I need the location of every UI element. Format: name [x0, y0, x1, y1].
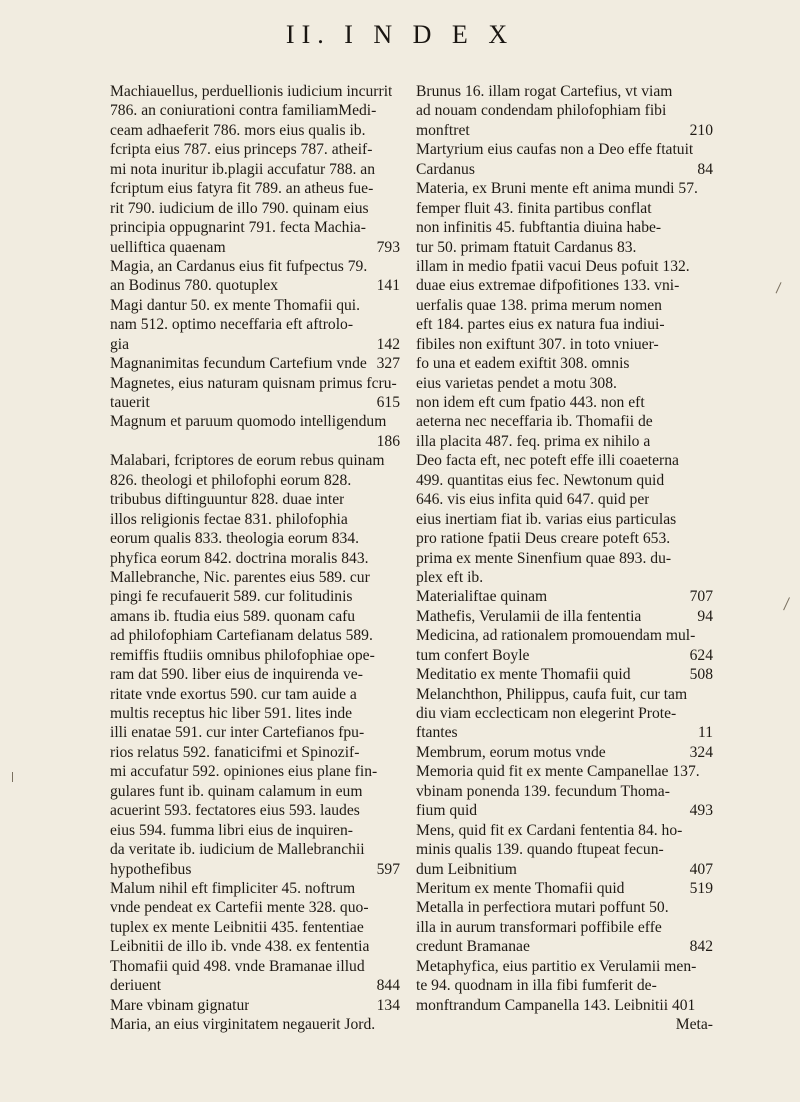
entry-text: Materialiftae quinam: [416, 588, 548, 606]
entry-text: duae eius extremae difpofitiones 133. vni-: [416, 277, 680, 295]
entry-text: Materia, ex Bruni mente eft anima mundi 57.: [416, 180, 698, 198]
entry-text: te 94. quodnam in illa fibi fumferit de-: [416, 977, 657, 995]
entry-text: 499. quantitas eius fec. Newtonum quid: [416, 471, 665, 489]
page-number: 707: [689, 588, 713, 606]
entry-text: Machiauellus, perduellionis iudicium incurrit: [110, 83, 393, 100]
entry-text: eft 184. partes eius ex natura fua indiui-: [416, 316, 665, 334]
entry-text: Malabari, fcriptores de eorum rebus quinam: [110, 452, 385, 470]
index-entry-line: [110, 704, 400, 723]
index-entry-line: [416, 587, 713, 606]
index-entry-line: [416, 101, 713, 120]
entry-text: 646. vis eius infita quid 647. quid per: [416, 491, 650, 509]
entry-text: Thomafii quid 498. vnde Bramanae illud: [110, 957, 365, 975]
index-entry-line: [416, 218, 713, 237]
entry-text: eius varietas pendet a motu 308.: [416, 374, 617, 392]
entry-text: mi nota inuritur ib.plagii accufatur 788. an: [110, 160, 376, 178]
index-entry-line: [110, 801, 400, 820]
index-entry-line: [416, 276, 713, 295]
index-entry-line: [110, 762, 400, 781]
entry-text: prima ex mente Sinenfium quae 893. du-: [416, 549, 672, 567]
index-entry-line: [416, 490, 713, 509]
index-entry-line: [110, 432, 400, 451]
entry-text: nam 512. optimo neceffaria eft aftrolo-: [110, 316, 354, 334]
index-entry-line: [416, 315, 713, 334]
page-number: 84: [697, 160, 713, 178]
page-number: 407: [689, 860, 713, 878]
index-entry-line: [416, 743, 713, 762]
entry-text: illa in aurum transformari poffibile effe: [416, 918, 662, 936]
page-number: 94: [697, 607, 713, 625]
index-entry-line: [110, 218, 400, 237]
index-entry-line: [110, 160, 400, 179]
index-entry-line: [110, 529, 400, 548]
margin-mark: [776, 282, 783, 294]
entry-text: ceam adhaeferit 786. mors eius qualis ib.: [110, 121, 366, 139]
entry-text: da veritate ib. iudicium de Mallebranchii: [110, 841, 365, 859]
index-entry-line: [110, 393, 400, 412]
index-entry-line: [110, 587, 400, 606]
entry-text: plex eft ib.: [416, 568, 484, 586]
index-entry-line: [110, 976, 400, 995]
entry-text: Brunus 16. illam rogat Cartefius, vt viam: [416, 83, 673, 100]
page-number: 844: [376, 977, 400, 995]
index-entry-line: [110, 568, 400, 587]
entry-text: Maria, an eius virginitatem negauerit Jord.: [110, 1016, 376, 1033]
entry-text: illos religionis fectae 831. philofophia: [110, 510, 348, 528]
entry-text: Magia, an Cardanus eius fit fufpectus 79.: [110, 257, 368, 275]
index-entry-line: [110, 996, 400, 1015]
entry-text: ftantes: [416, 724, 458, 742]
index-entry-line: [416, 879, 713, 898]
entry-text: multis receptus hic liber 591. lites inde: [110, 705, 353, 722]
index-entry-line: [110, 374, 400, 393]
entry-text: fium quid: [416, 802, 478, 820]
index-entry-line: [416, 451, 713, 470]
index-entry-line: [416, 412, 713, 431]
page-number: 324: [689, 743, 713, 761]
index-entry-line: [416, 996, 713, 1015]
entry-text: fibiles non exiftunt 307. in toto vniuer-: [416, 335, 659, 353]
index-entry-line: [416, 957, 713, 976]
index-entry-line: [110, 179, 400, 198]
index-entry-line: [110, 646, 400, 665]
entry-text: Membrum, eorum motus vnde: [416, 743, 606, 761]
index-entry-line: [110, 296, 400, 315]
entry-text: aeterna nec neceffaria ib. Thomafii de: [416, 413, 653, 431]
entry-text: Medicina, ad rationalem promouendam mul-: [416, 627, 696, 645]
index-entry-line: [110, 898, 400, 917]
index-entry-line: [110, 685, 400, 704]
entry-text: vnde pendeat ex Cartefii mente 328. quo-: [110, 899, 369, 917]
entry-text: uelliftica quaenam: [110, 238, 226, 256]
index-entry-line: [416, 646, 713, 665]
index-entry-line: [110, 490, 400, 509]
entry-text: rios relatus 592. fanaticifmi et Spinozif-: [110, 743, 360, 761]
entry-text: pro ratione fpatii Deus creare poteft 653.: [416, 530, 671, 548]
index-entry-line: [110, 665, 400, 684]
entry-text: illi enatae 591. cur inter Cartefianos fpu-: [110, 724, 365, 742]
index-entry-line: [416, 782, 713, 801]
index-entry-line: [416, 723, 713, 742]
entry-text: uerfalis quae 138. prima merum nomen: [416, 296, 662, 314]
page-number: 186: [376, 432, 400, 450]
entry-text: illa placita 487. feq. prima ex nihilo a: [416, 432, 651, 450]
index-entry-line: [110, 957, 400, 976]
index-entry-line: [416, 393, 713, 412]
entry-text: monftret: [416, 121, 470, 139]
page-number: 142: [376, 335, 400, 353]
index-entry-line: [416, 840, 713, 859]
entry-text: illam in medio fpatii vacui Deus pofuit 132.: [416, 257, 690, 275]
entry-text: dum Leibnitium: [416, 860, 517, 878]
page-number: 11: [697, 724, 713, 742]
index-entry-line: [110, 723, 400, 742]
index-entry-line: [416, 821, 713, 840]
entry-text: eorum qualis 833. theologia eorum 834.: [110, 530, 360, 548]
entry-text: principia oppugnarint 791. fecta Machia-: [110, 219, 366, 237]
page-number: 141: [376, 277, 400, 295]
entry-text: Metaphyfica, eius partitio ex Verulamii men-: [416, 957, 697, 975]
index-entry-line: [416, 918, 713, 937]
page-number: 793: [376, 238, 400, 256]
entry-text: non idem eft cum fpatio 443. non eft: [416, 394, 645, 411]
entry-text: Magnum et paruum quomodo intelligendum: [110, 413, 387, 431]
page-number: 493: [689, 802, 713, 820]
page-number: 210: [689, 121, 713, 139]
entry-text: minis qualis 139. quando ftupeat fecun-: [416, 841, 664, 859]
index-entry-line: [416, 179, 713, 198]
index-entry-line: [416, 801, 713, 820]
index-entry-line: [416, 685, 713, 704]
entry-text: remiffis ftudiis omnibus philofophiae ope-: [110, 646, 375, 664]
index-entry-line: [416, 296, 713, 315]
entry-text: tuplex ex mente Leibnitii 435. fententiae: [110, 918, 364, 936]
index-entry-line: [110, 238, 400, 257]
entry-text: eius inertiam fiat ib. varias eius particulas: [416, 510, 677, 528]
index-entry-line: [110, 335, 400, 354]
page-number: 842: [689, 938, 713, 956]
entry-text: fcriptum eius fatyra fit 789. an atheus fue-: [110, 180, 374, 198]
entry-text: fcripta eius 787. eius princeps 787. atheif-: [110, 141, 373, 159]
index-entry-line: [416, 549, 713, 568]
index-entry-line: [110, 821, 400, 840]
index-entry-line: [416, 529, 713, 548]
entry-text: Mathefis, Verulamii de illa fententia: [416, 607, 642, 625]
margin-mark: [783, 597, 791, 611]
entry-text: non infinitis 45. fubftantia diuina habe-: [416, 219, 662, 237]
index-entry-line: [416, 140, 713, 159]
entry-text: tum confert Boyle: [416, 646, 530, 664]
index-entry-line: [110, 743, 400, 762]
entry-text: credunt Bramanae: [416, 938, 530, 956]
page-number: 624: [689, 646, 713, 664]
page-number: 134: [376, 996, 400, 1014]
page-number: 615: [376, 394, 400, 411]
index-entry-line: [110, 840, 400, 859]
entry-text: an Bodinus 780. quotuplex: [110, 277, 279, 295]
index-entry-line: [110, 315, 400, 334]
page-number: 597: [376, 860, 400, 878]
index-entry-line: [416, 510, 713, 529]
index-entry-line: [416, 121, 713, 140]
index-entry-line: [110, 121, 400, 140]
entry-text: deriuent: [110, 977, 162, 995]
entry-text: Martyrium eius caufas non a Deo effe ftatuit: [416, 141, 694, 159]
index-entry-line: [110, 471, 400, 490]
index-entry-line: [110, 82, 400, 101]
index-entry-line: [416, 432, 713, 451]
entry-text: Leibnitii de illo ib. vnde 438. ex fententia: [110, 938, 370, 956]
index-entry-line: [416, 568, 713, 587]
entry-text: mi accufatur 592. opiniones eius plane fin-: [110, 763, 378, 781]
index-entry-line: [110, 510, 400, 529]
index-entry-line: [416, 860, 713, 879]
entry-text: hypothefibus: [110, 860, 192, 878]
index-entry-line: [416, 704, 713, 723]
entry-text: eius 594. fumma libri eius de inquiren-: [110, 821, 353, 839]
entry-text: ad philofophiam Cartefianam delatus 589.: [110, 627, 373, 645]
entry-text: Melanchthon, Philippus, caufa fuit, cur tam: [416, 685, 688, 703]
index-entry-line: [110, 451, 400, 470]
entry-text: tur 50. primam ftatuit Cardanus 83.: [416, 238, 637, 256]
entry-text: femper fluit 43. finita partibus conflat: [416, 199, 652, 217]
entry-text: ram dat 590. liber eius de inquirenda ve-: [110, 666, 363, 684]
entry-text: Metalla in perfectiora mutari poffunt 50.: [416, 899, 669, 917]
entry-text: vbinam ponenda 139. fecundum Thoma-: [416, 782, 670, 800]
index-entry-line: [110, 199, 400, 218]
index-entry-line: [416, 374, 713, 393]
page-number: 508: [689, 666, 713, 684]
index-entry-line: [416, 82, 713, 101]
entry-text: Magnanimitas fecundum Cartefium vnde: [110, 355, 367, 373]
entry-text: gia: [110, 335, 130, 353]
entry-text: Mens, quid fit ex Cardani fententia 84. ho-: [416, 821, 683, 839]
index-column-left: [110, 82, 400, 1034]
index-entry-line: [110, 879, 400, 898]
entry-text: tauerit: [110, 394, 150, 411]
index-entry-line: [110, 354, 400, 373]
entry-text: 786. an coniurationi contra familiamMedi-: [110, 102, 377, 120]
index-entry-line: [110, 937, 400, 956]
index-entry-line: [416, 199, 713, 218]
index-entry-line: [416, 626, 713, 645]
entry-text: acuerint 593. fectatores eius 593. laudes: [110, 802, 360, 820]
index-entry-line: [110, 412, 400, 431]
index-entry-line: [416, 160, 713, 179]
index-entry-line: [416, 607, 713, 626]
index-entry-line: [110, 626, 400, 645]
index-entry-line: [416, 762, 713, 781]
index-entry-line: [110, 1015, 400, 1034]
index-entry-line: [416, 898, 713, 917]
index-entry-line: [110, 101, 400, 120]
page-number: 519: [689, 879, 713, 897]
index-entry-line: [110, 257, 400, 276]
index-entry-line: [416, 335, 713, 354]
entry-text: gulares funt ib. quinam calamum in eum: [110, 782, 363, 800]
entry-text: fo una et eadem exiftit 308. omnis: [416, 355, 630, 373]
index-entry-line: [110, 140, 400, 159]
entry-text: monftrandum Campanella 143. Leibnitii 401: [416, 996, 696, 1014]
index-entry-line: [416, 665, 713, 684]
entry-text: Malum nihil eft fimpliciter 45. noftrum: [110, 879, 356, 897]
entry-text: diu viam ecclecticam non elegerint Prote-: [416, 705, 677, 722]
index-column-right: [416, 82, 713, 1034]
page-number: Meta-: [675, 1016, 713, 1033]
index-entry-line: [110, 782, 400, 801]
index-entry-line: [110, 607, 400, 626]
entry-text: 826. theologi et philofophi eorum 828.: [110, 471, 352, 489]
page-number: 327: [376, 355, 400, 373]
index-entry-line: [110, 918, 400, 937]
index-entry-line: [416, 354, 713, 373]
entry-text: amans ib. ftudia eius 589. quonam cafu: [110, 607, 356, 625]
index-entry-line: [110, 549, 400, 568]
entry-text: Meritum ex mente Thomafii quid: [416, 879, 625, 897]
entry-text: ad nouam condendam philofophiam fibi: [416, 102, 667, 120]
entry-text: Mare vbinam gignatur: [110, 996, 250, 1014]
entry-text: rit 790. iudicium de illo 790. quinam eius: [110, 199, 369, 217]
page-header: [0, 20, 800, 50]
entry-text: phyfica eorum 842. doctrina moralis 843.: [110, 549, 369, 567]
margin-mark: [12, 772, 15, 782]
index-entry-line: [416, 471, 713, 490]
entry-text: Deo facta eft, nec poteft effe illi coaeterna: [416, 452, 679, 470]
index-entry-line: [416, 937, 713, 956]
entry-text: Cardanus: [416, 160, 475, 178]
index-entry-line: [110, 276, 400, 295]
index-entry-line: [416, 238, 713, 257]
entry-text: Magnetes, eius naturam quisnam primus fcru-: [110, 374, 397, 392]
page-header-title: II. I N D E X: [285, 20, 515, 49]
index-entry-line: [416, 976, 713, 995]
index-entry-line: [110, 860, 400, 879]
index-entry-line: [416, 1015, 713, 1034]
entry-text: Magi dantur 50. ex mente Thomafii qui.: [110, 296, 361, 314]
entry-text: ritate vnde exortus 590. cur tam auide a: [110, 685, 357, 703]
entry-text: Memoria quid fit ex mente Campanellae 137.: [416, 763, 700, 781]
entry-text: Mallebranche, Nic. parentes eius 589. cur: [110, 568, 370, 586]
entry-text: tribubus diftinguuntur 828. duae inter: [110, 491, 345, 509]
entry-text: pingi fe recufauerit 589. cur folitudinis: [110, 588, 353, 606]
index-entry-line: [416, 257, 713, 276]
entry-text: Meditatio ex mente Thomafii quid: [416, 666, 631, 684]
